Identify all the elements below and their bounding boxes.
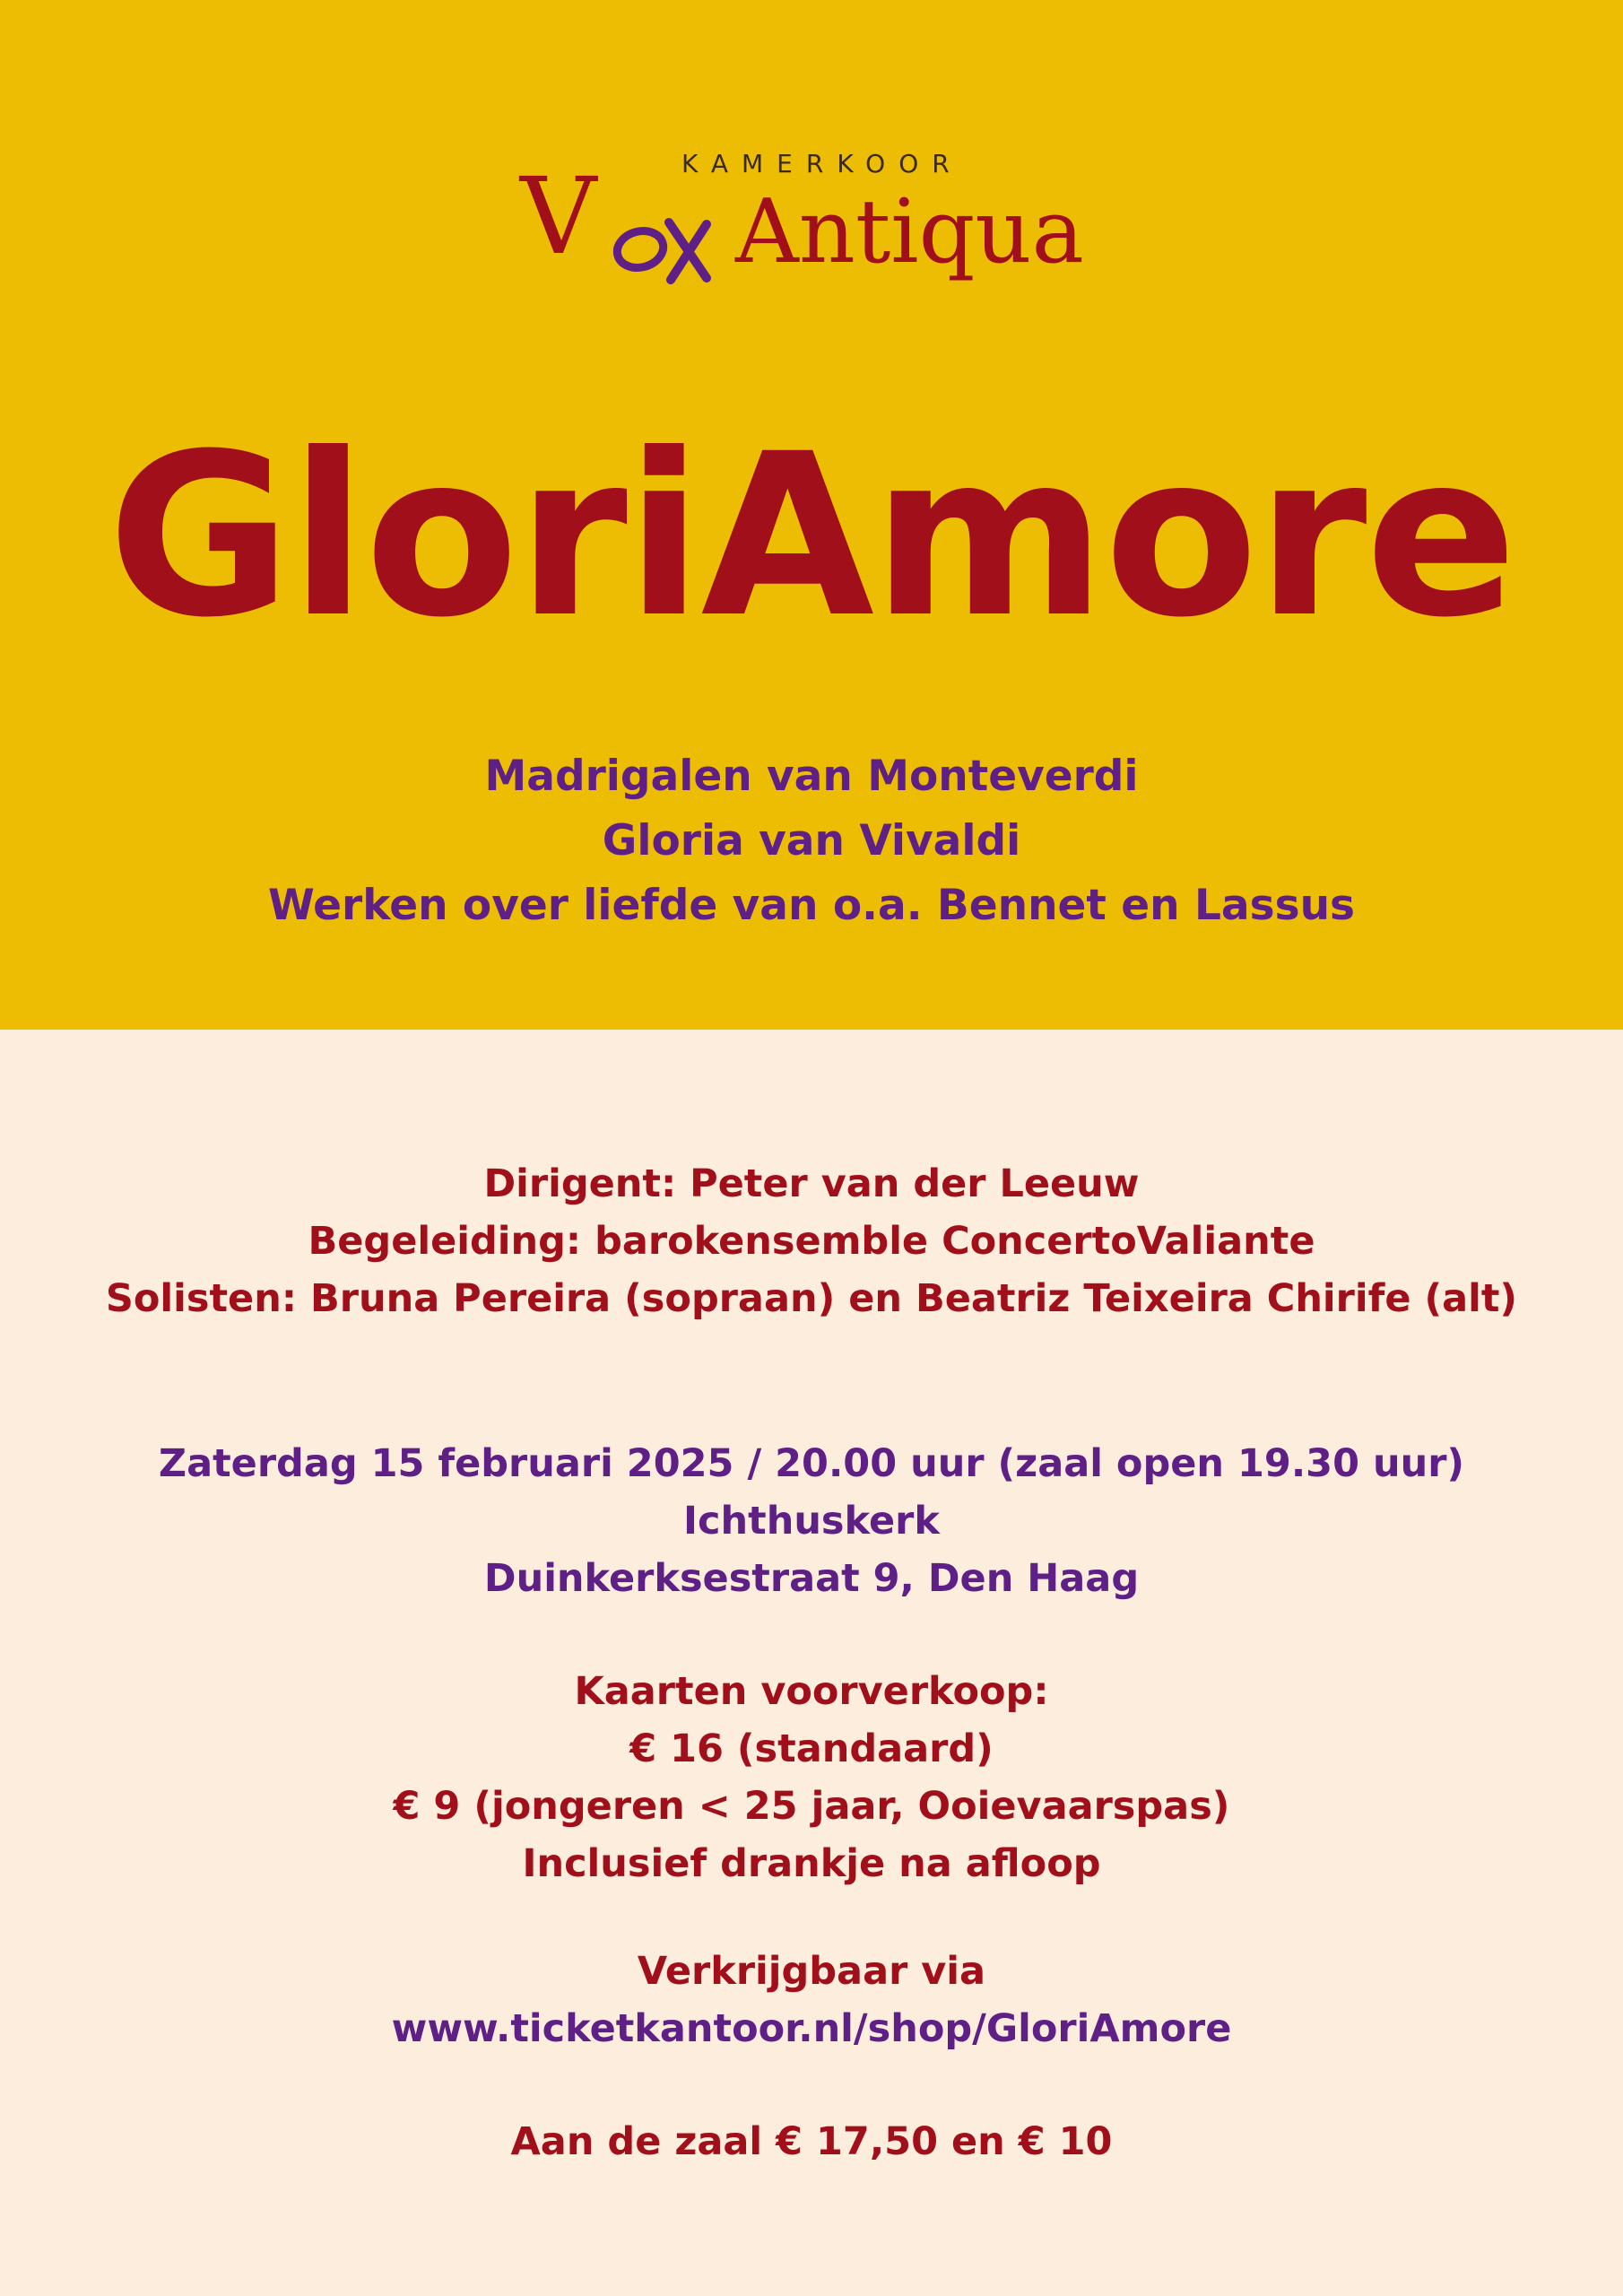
logo-ox-mark xyxy=(606,204,714,285)
logo-antiqua-text: Antiqua xyxy=(735,181,1084,283)
logo-v-letter: V xyxy=(520,154,597,278)
program-list xyxy=(0,744,1623,938)
program-line: Madrigalen van Monteverdi xyxy=(484,752,1139,801)
buy-block xyxy=(0,1943,1623,2057)
tickets-block xyxy=(0,1663,1623,1892)
ticket-price-standard: € 16 (standaard) xyxy=(629,1726,994,1771)
venue-name: Ichthuskerk xyxy=(683,1499,940,1544)
logo-kamerkoor-label: KAMERKOOR xyxy=(681,149,963,178)
event-date-time: Zaterdag 15 februari 2025 / 20.00 uur (zaal open 19.30 uur) xyxy=(158,1441,1465,1486)
credit-line-accompaniment: Begeleiding: barokensemble ConcertoValiante xyxy=(308,1219,1315,1264)
door-price-block xyxy=(0,2113,1623,2170)
venue-address: Duinkerksestraat 9, Den Haag xyxy=(483,1556,1140,1601)
venue-block xyxy=(0,1435,1623,1607)
credits-block xyxy=(0,1155,1623,1327)
concert-title: GloriAmore xyxy=(107,405,1516,666)
vox-antiqua-logo xyxy=(520,135,1148,314)
door-price: Aan de zaal € 17,50 en € 10 xyxy=(510,2119,1113,2164)
ticket-shop-link[interactable]: www.ticketkantoor.nl/shop/GloriAmore xyxy=(391,2006,1232,2051)
credit-line-soloists: Solisten: Bruna Pereira (sopraan) en Beatriz Teixeira Chirife (alt) xyxy=(105,1276,1518,1321)
program-line: Gloria van Vivaldi xyxy=(602,816,1021,865)
program-line: Werken over liefde van o.a. Bennet en Lassus xyxy=(267,881,1356,930)
tickets-heading: Kaarten voorverkoop: xyxy=(574,1669,1049,1714)
ticket-drink-note: Inclusief drankje na afloop xyxy=(522,1841,1101,1886)
ticket-price-reduced: € 9 (jongeren < 25 jaar, Ooievaarspas) xyxy=(393,1784,1230,1829)
buy-label: Verkrijgbaar via xyxy=(637,1949,986,1994)
credit-line-conductor: Dirigent: Peter van der Leeuw xyxy=(483,1161,1140,1206)
